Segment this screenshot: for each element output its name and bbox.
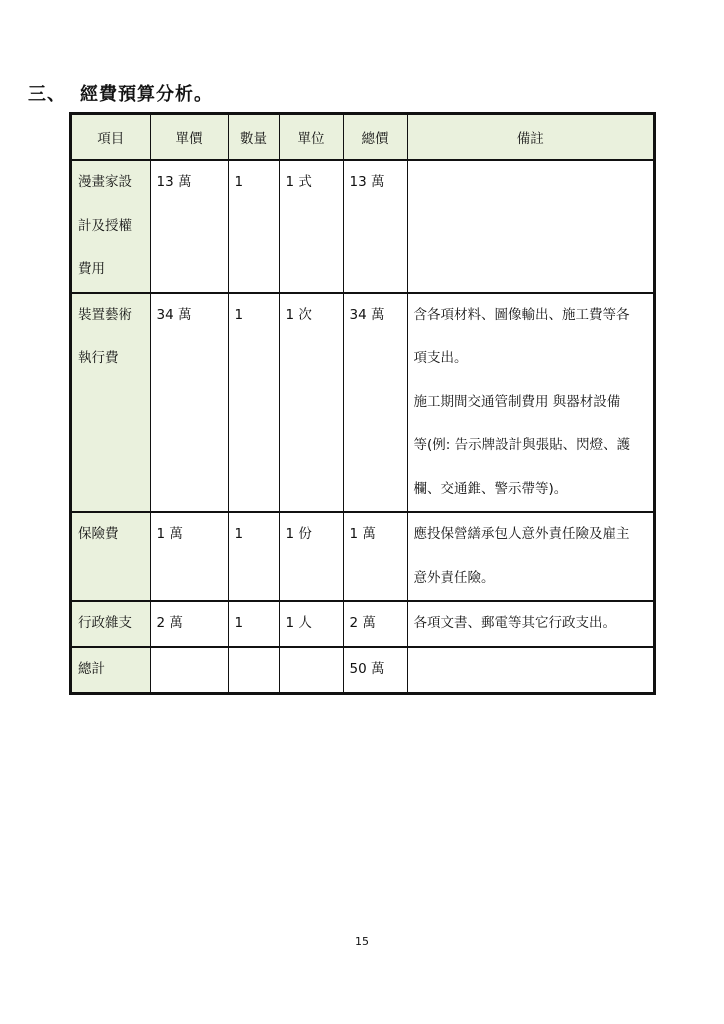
unit-cell: 1 人	[279, 601, 343, 647]
item-cell-line: 裝置藝術	[78, 306, 132, 323]
note-cell-line: 意外責任險。	[413, 569, 495, 586]
note-cell-line: 各項文書、郵電等其它行政支出。	[413, 615, 616, 631]
note-cell-line: 施工期間交通管制費用 與器材設備	[413, 393, 621, 410]
unit-price-cell: 1 萬	[150, 512, 228, 601]
note-cell-line: 欄、交通錐、警示帶等)。	[413, 480, 568, 497]
note-cell	[407, 160, 653, 293]
note-cell-line: 含各項材料、圖像輸出、施工費等各	[413, 306, 630, 323]
header-unit-price: 單價	[150, 115, 228, 160]
item-cell	[72, 512, 150, 601]
budget-table	[69, 112, 656, 695]
unit-cell: 1 份	[279, 512, 343, 601]
table-row	[72, 647, 653, 692]
quantity-cell: 1	[228, 601, 279, 647]
note-cell-line: 等(例: 告示牌設計與張貼、閃燈、護	[413, 437, 631, 453]
item-cell-line: 計及授權	[78, 217, 132, 234]
unit-cell: 1 次	[279, 293, 343, 513]
item-cell	[72, 160, 150, 293]
unit-price-cell: 2 萬	[150, 601, 228, 647]
header-quantity: 數量	[228, 115, 279, 160]
total-cell: 34 萬	[343, 293, 407, 513]
item-cell-line: 漫畫家設	[78, 174, 132, 190]
header-unit: 單位	[279, 115, 343, 160]
table-row	[72, 160, 653, 293]
table-row	[72, 601, 653, 647]
item-cell-line: 行政雜支	[78, 615, 132, 631]
quantity-cell	[228, 647, 279, 692]
quantity-cell: 1	[228, 293, 279, 513]
note-cell	[407, 647, 653, 692]
item-cell	[72, 293, 150, 513]
section-number: 三、	[28, 84, 66, 105]
note-cell-line: 應投保營繕承包人意外責任險及雇主	[413, 526, 630, 542]
item-cell	[72, 601, 150, 647]
quantity-cell: 1	[228, 512, 279, 601]
page-number: 15	[355, 935, 369, 948]
total-cell: 50 萬	[343, 647, 407, 692]
header-item: 項目	[72, 115, 150, 160]
note-cell	[407, 293, 653, 513]
quantity-cell: 1	[228, 160, 279, 293]
total-cell: 13 萬	[343, 160, 407, 293]
unit-cell: 1 式	[279, 160, 343, 293]
total-cell: 1 萬	[343, 512, 407, 601]
total-cell: 2 萬	[343, 601, 407, 647]
item-cell-line: 保險費	[78, 526, 119, 542]
header-note: 備註	[407, 115, 653, 160]
unit-price-cell	[150, 647, 228, 692]
item-cell-line: 執行費	[78, 350, 119, 366]
note-cell	[407, 512, 653, 601]
item-cell-line: 費用	[78, 261, 105, 277]
item-cell	[72, 647, 150, 692]
unit-price-cell: 34 萬	[150, 293, 228, 513]
unit-price-cell: 13 萬	[150, 160, 228, 293]
item-cell-line: 總計	[78, 661, 105, 677]
header-total: 總價	[343, 115, 407, 160]
table-row	[72, 293, 653, 513]
note-cell-line: 項支出。	[413, 350, 468, 366]
section-heading	[28, 80, 213, 106]
table-header-row	[72, 115, 653, 160]
section-title: 經費預算分析。	[80, 84, 213, 105]
note-cell	[407, 601, 653, 647]
unit-cell	[279, 647, 343, 692]
table-row	[72, 512, 653, 601]
